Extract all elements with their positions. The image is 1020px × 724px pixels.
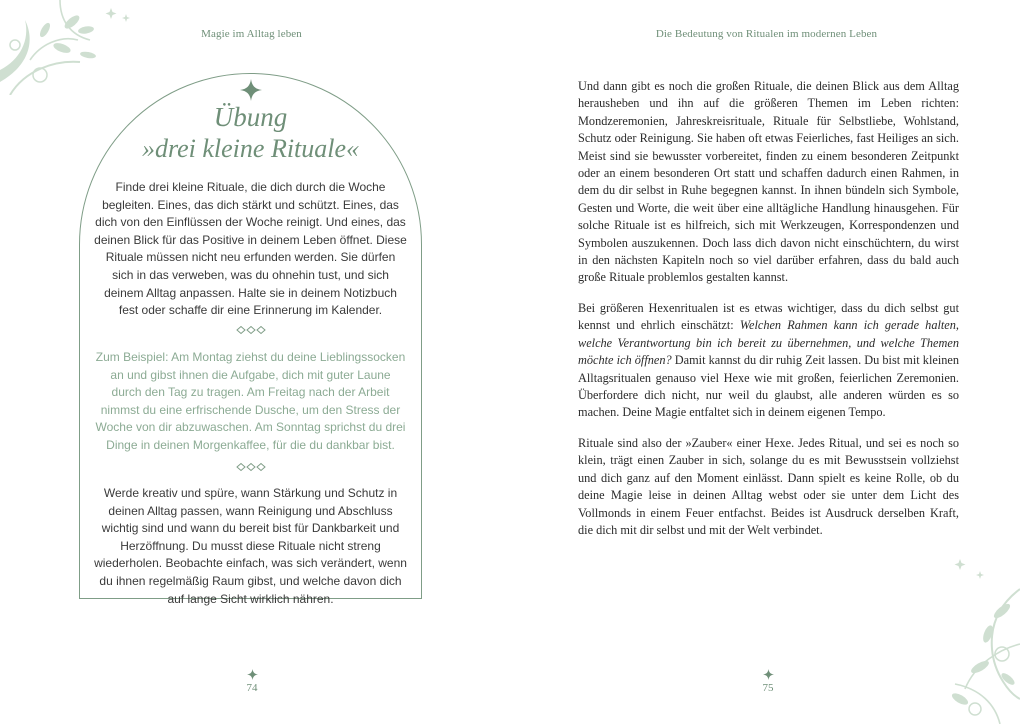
exercise-title-line2: »drei kleine Rituale« (141, 134, 360, 163)
running-header-right: Die Bedeutung von Ritualen im modernen Leben (655, 28, 878, 40)
body-paragraph-3: Rituale sind also der »Zauber« einer Hexe. Jedes Ritual, und sei es noch so klein, trägt einen Zauber in sich, solange du es mit Bewusstsein vollziehst und dich ganz auf den Moment einlässt. Dann spielt es keine Rolle, ob du deine Magie leise in deinen Alltag webst oder sie unter dem Licht des Vollmonds in einem Feuer entfachst. Beides ist Ausdruck derselben Kraft, die dich mit dir selbst und mit der Welt verbindet. (578, 436, 959, 538)
exercise-paragraph-1: Finde drei kleine Rituale, die dich durch die Woche begleiten. Eines, das dich stärkt und schützt. Eines, das dich von den Einflüssen der Woche reinigt. Und eines, das deinen Blick für das Positive in deinem Leben öffnet. Diese Rituale müssen nicht neu erfunden werden. Sie dürfen sich in das verweben, was du ohnehin tust, und sich deinem Alltag anpassen. Halte sie in deinem Notizbuch fest oder schaffe dir eine Erinnerung im Kalender. (94, 180, 407, 318)
page-number: 75 (762, 682, 774, 694)
body-paragraph-2-italic: Welchen Rahmen kann ich gerade halten, welche Verantwortung bin ich bereit zu übernehmen, und welche Themen möchte ich öffnen? (578, 318, 959, 368)
four-point-star-icon (240, 79, 262, 101)
floral-ornament-icon (0, 0, 135, 95)
diamond-separator-icon (236, 462, 266, 472)
body-paragraph-1: Und dann gibt es noch die großen Rituale, die deinen Blick aus dem Alltag herausheben und ihn auf die größeren Themen im Leben richten: Mondzeremonien, Jahreskreisrituale, Rituale für Selbstliebe, Wohlstand, Schutz oder Reinigung. Sie haben oft etwas Feierliches, fast Heiliges an sich. Meist sind sie bewusster vorbereitet, finden zu einem besonderen Zeitpunkt oder an einem besonderen Ort statt und schaffen dadurch einen Rahmen, in dem du dir selbst in Ruhe begegnen kannst. In ihnen bündeln sich Symbole, Gesten und Worte, die weit über eine alltägliche Handlung hinausgehen. Für solche Rituale ist es hilfreich, sich mit Werkzeugen, Korrespondenzen und Symbolen auszukennen. Doch lass dich davon nicht einschüchtern, du wirst in den nächsten Kapiteln noch so viel darüber erfahren, dass du bald auch große Rituale problemlos gestalten kannst. (578, 79, 959, 285)
running-header-left: Magie im Alltag leben (201, 28, 302, 40)
body-paragraph-2 (578, 300, 959, 422)
body-paragraph-2-end: Damit kannst du dir ruhig Zeit lassen. Du bist mit kleinen Alltagsritualen genauso viel Hexe wie mit großen, feierlichen Zeremonien. Überfordere dich nicht, nur weil du glaubst, alle anderen würden es so machen. Deine Magie entfaltet sich in deinem eigenen Tempo. (578, 353, 959, 420)
exercise-title (79, 101, 422, 165)
four-point-star-icon (247, 669, 258, 680)
exercise-paragraph-3: Werde kreativ und spüre, wann Stärkung und Schutz in deinen Alltag passen, wann Reinigung und Abschluss wichtig sind und wann du bereit bist für Dankbarkeit und Herzöffnung. Du musst diese Rituale nicht streng wiederholen. Beobachte einfach, was sich verändert, wenn du ihnen regelmäßig Raum gibst, und welche davon dich auf lange Sicht wirklich nähren. (94, 486, 407, 606)
page-footer-right (748, 669, 788, 694)
exercise-title-line1: Übung (213, 102, 288, 132)
page-number: 74 (246, 682, 258, 694)
body-paragraph-2-start: Bei größeren Hexenritualen ist es etwas wichtiger, dass du dich selbst gut kennst und ehrlich einschätzt: (578, 301, 959, 333)
four-point-star-icon (763, 669, 774, 680)
diamond-separator-icon (236, 325, 266, 335)
exercise-example-paragraph: Zum Beispiel: Am Montag ziehst du deine Lieblingssocken an und gibst ihnen die Aufgabe, dich mit guter Laune durch den Tag zu tragen. Am Freitag nach der Arbeit nimmst du eine erfrischende Dusche, um den Stress der Woche von dir abzuwaschen. Am Sonntag sprichst du drei Dinge in deinen Morgenkaffee, für die du dankbar bist. (95, 350, 406, 452)
page-footer-left (232, 669, 272, 694)
floral-ornament-icon (940, 549, 1020, 724)
